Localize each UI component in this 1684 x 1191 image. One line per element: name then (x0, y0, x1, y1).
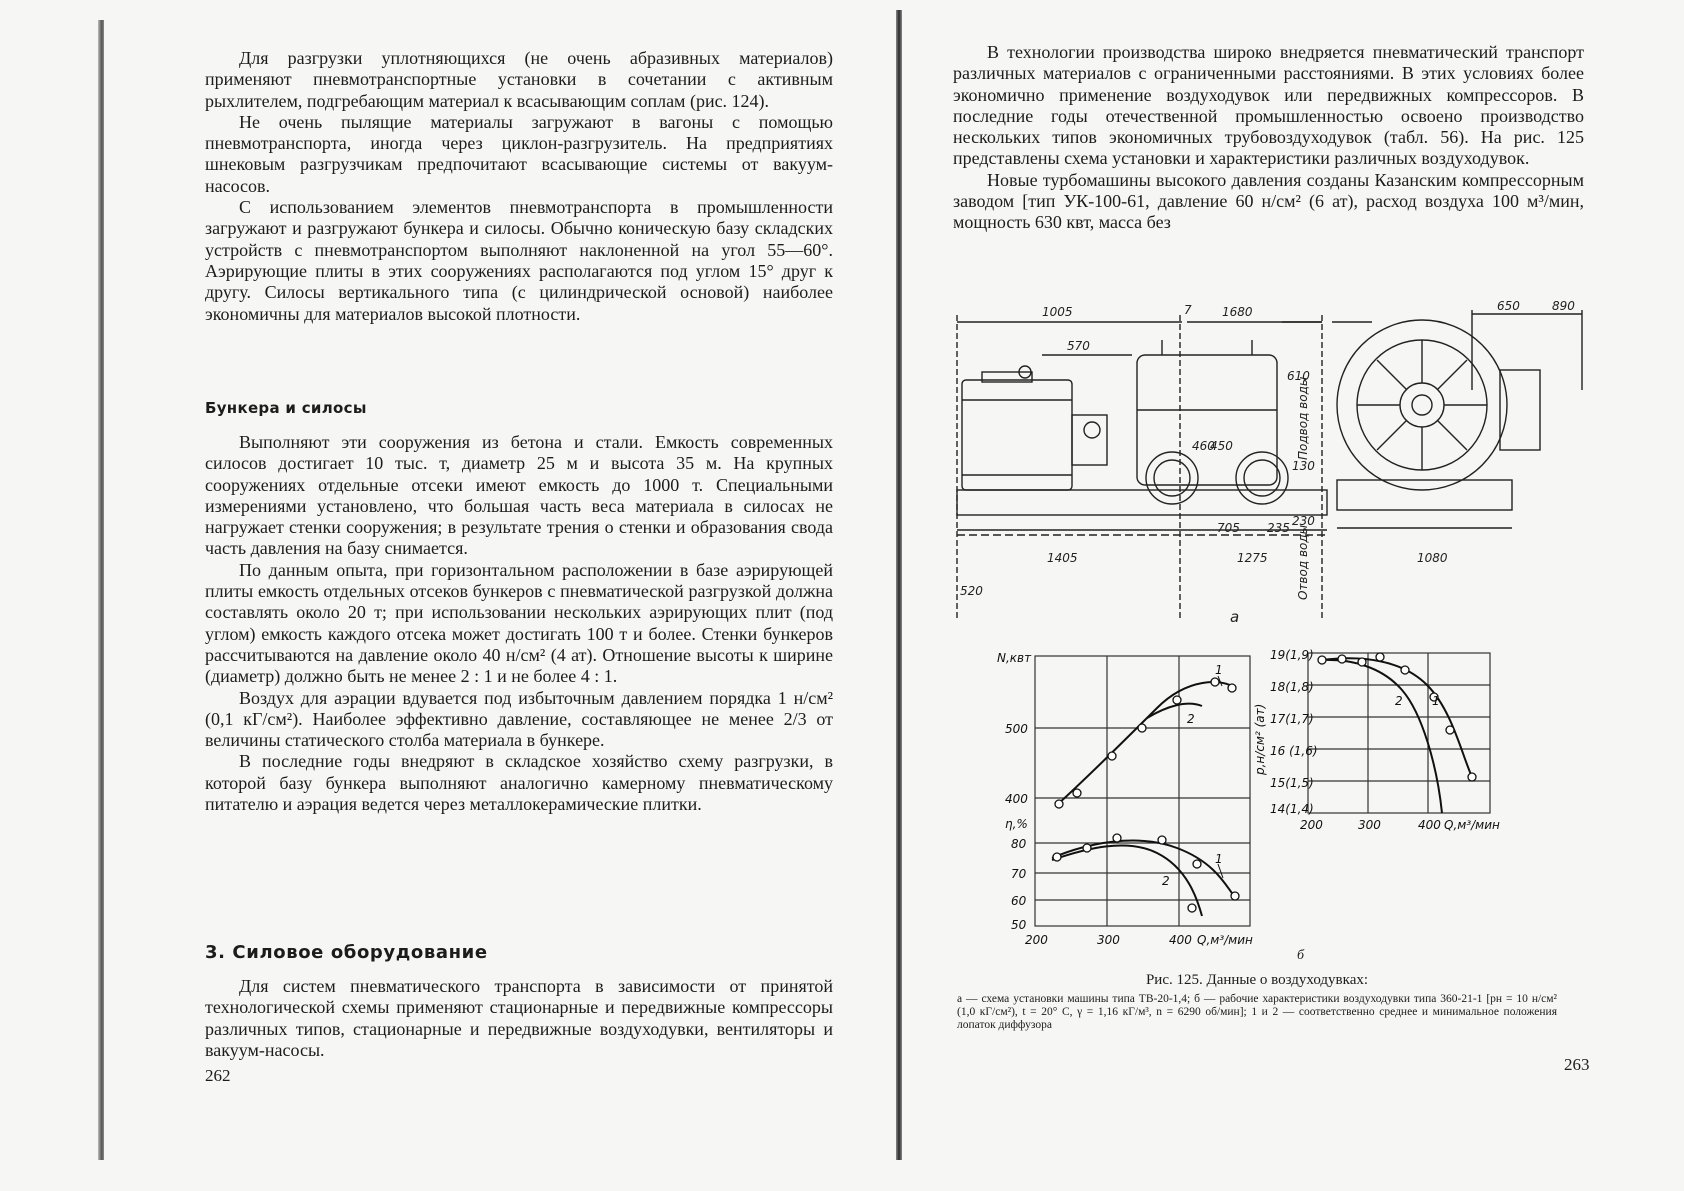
axis-label: N,квт (997, 651, 1032, 665)
axis-label: Q,м³/мин (1444, 818, 1500, 832)
chart-frame (1035, 656, 1250, 926)
dimension-label: 1080 (1417, 551, 1448, 565)
curve-label: 1 (1215, 852, 1223, 866)
page-number: 263 (1564, 1055, 1590, 1074)
tick-label: 400 (1418, 818, 1441, 832)
tick-label: 18(1,8) (1270, 680, 1314, 694)
data-point (1193, 860, 1201, 868)
dimension-label: 1005 (1042, 305, 1073, 319)
page-number: 262 (205, 1066, 231, 1085)
tick-label: 19(1,9) (1270, 648, 1314, 662)
tick-label: 14(1,4) (1270, 802, 1314, 816)
paragraph: Для систем пневматического транспорта в зависимости от принятой технологической схемы применяют стационарные и передвижные компрессоры различных типов, стационарные и передвижные воздуходувки, вентиляторы и вакуум-насосы. (205, 976, 833, 1060)
data-point (1053, 853, 1061, 861)
dimension-label: 705 (1217, 521, 1240, 535)
dimension-label: 130 (1292, 459, 1315, 473)
tick-label: 80 (1011, 837, 1027, 851)
figure-sublabel-b: б (1297, 948, 1305, 963)
dimension-label: 7 (1184, 303, 1192, 317)
data-point (1318, 656, 1326, 664)
dimension-label: 450 (1210, 439, 1233, 453)
data-point (1376, 653, 1384, 661)
data-point (1108, 752, 1116, 760)
tick-label: 200 (1025, 933, 1048, 947)
dimension-label: 610 (1287, 369, 1310, 383)
tick-label: 400 (1169, 933, 1192, 947)
book-spine (896, 10, 902, 1160)
pressure-curve-1 (1322, 658, 1472, 777)
curve-label: 2 (1162, 874, 1170, 888)
left-text-block-2 (205, 432, 833, 815)
dimension-label: 890 (1552, 300, 1575, 313)
paragraph: По данным опыта, при горизонтальном расположении в базе аэрирующей плиты емкость отдельных отсеков бункеров с пневматической разгрузкой должна составлять около 20 т; при использовании нескольких аэрирующих плит (под углом) емкость каждого отсека может достигать 100 т и более. Стенки бункеров рассчитываются на давление около 40 н/см² (4 ат). Отношение высоты к ширине (диаметр) должно быть не менее 2 : 1 и не более 4 : 1. (205, 559, 833, 687)
dimension-label: 230 (1292, 514, 1315, 528)
section-heading: Бункера и силосы (205, 399, 367, 417)
data-point (1231, 892, 1239, 900)
tick-label: 300 (1358, 818, 1381, 832)
data-point (1173, 696, 1181, 704)
chart-frame (1308, 653, 1490, 813)
data-point (1188, 904, 1196, 912)
dimension-label: 520 (960, 584, 983, 598)
blower-installation-drawing (952, 300, 1592, 630)
data-point (1158, 836, 1166, 844)
data-point (1211, 678, 1219, 686)
curve-label: 2 (1395, 694, 1403, 708)
axis-label: Q,м³/мин (1197, 933, 1253, 947)
data-point (1446, 726, 1454, 734)
tick-label: 16 (1,6) (1270, 744, 1318, 758)
vertical-label: Подвод воды (1296, 376, 1310, 460)
curve-label: 1 (1432, 694, 1440, 708)
dimension-label: 460 (1192, 439, 1215, 453)
outlet-pipe (1500, 370, 1540, 450)
dimension-label: 1680 (1222, 305, 1253, 319)
paragraph: Не очень пылящие материалы загружают в вагоны с помощью пневмотранспорта, иногда через циклон-разгрузитель. На предприятиях шнековым разгрузчикам предпочитают всасывающие системы от вакуум-насосов. (205, 111, 833, 196)
curve-label: 2 (1187, 712, 1195, 726)
left-page-edge-shadow (98, 20, 104, 1160)
data-point (1358, 658, 1366, 666)
data-point (1113, 834, 1121, 842)
axis-label: η,% (1005, 817, 1028, 831)
tick-label: 300 (1097, 933, 1120, 947)
paragraph: В технологии производства широко внедряется пневматический транспорт различных материалов с ограниченными расстояниями. В этих условиях более экономично применение воздуходувок или передвижных компрессоров. В последние годы отечественной промышленностью освоено производство нескольких типов экономичных трубовоздуходувок (табл. 56). На рис. 125 представлены схема установки и характеристики различных воздуходувок. (953, 42, 1584, 169)
dimension-label: 570 (1067, 339, 1090, 353)
tick-label: 70 (1011, 867, 1027, 881)
data-point (1468, 773, 1476, 781)
tick-label: 50 (1011, 918, 1027, 932)
vertical-label: Отвод воды (1296, 524, 1310, 600)
data-point (1338, 655, 1346, 663)
data-point (1083, 844, 1091, 852)
paragraph: Воздух для аэрации вдувается под избыточным давлением порядка 1 н/см² (0,1 кГ/см²). Наиболее эффективно давление, составляющее не менее 2/3 от величины статического столба материала в бункере. (205, 687, 833, 751)
tick-label: 400 (1005, 792, 1028, 806)
chapter-heading: 3. Силовое оборудование (205, 942, 488, 963)
paragraph: Новые турбомашины высокого давления созданы Казанским компрессорным заводом [тип УК-100-61, давление 60 н/см² (6 ат), расход воздуха 100 м³/мин, мощность 630 квт, масса без (953, 169, 1584, 233)
figure-sublabel-a: а (1230, 608, 1240, 626)
left-text-block-3 (205, 976, 833, 1061)
curve-label: 1 (1215, 663, 1223, 677)
right-text-block (953, 42, 1584, 234)
tick-label: 60 (1011, 894, 1027, 908)
axis-label: p,н/см² (ат) (1253, 703, 1267, 775)
caption-text: а — схема установки машины типа ТВ-20-1,4; б — рабочие характеристики воздуходувки типа 360-21-1 [pн = 10 н/см² (1,0 кГ/см²), t = 20° С, γ = 1,16 кГ/м³, n = 6290 об/мин]; 1 и 2 — соответственно среднее и минимальное положения лопаток диффузора (957, 993, 1557, 1031)
paragraph: Выполняют эти сооружения из бетона и стали. Емкость современных силосов достигает 10 тыс. т, диаметр 25 м и высота 35 м. На крупных сооружениях отдельные отсеки имеют емкость до 1000 т. Специальными измерениями установлено, что большая часть веса материала в силосах не нагружает стенки сооружения; в результате трения о стенки и образования свода часть давления на базу снимается. (205, 432, 833, 559)
data-point (1055, 800, 1063, 808)
dimension-label: 1275 (1237, 551, 1268, 565)
paragraph: В последние годы внедряют в складское хозяйство схему разгрузки, в которой базу бункера выполняют аналогично камерному пневматическому питателю и аэрация ведется через металлокерамические плитки. (205, 751, 833, 815)
power-efficiency-chart (997, 648, 1267, 950)
paragraph: Для разгрузки уплотняющихся (не очень абразивных материалов) применяют пневмотранспортные установки в сочетании с активным рыхлителем, подгребающим материал к всасывающим соплам (рис. 124). (205, 48, 833, 111)
dimension-label: 650 (1497, 300, 1520, 313)
pressure-chart (1252, 645, 1502, 835)
dimension-label: 1405 (1047, 551, 1078, 565)
data-point (1073, 789, 1081, 797)
data-point (1228, 684, 1236, 692)
left-text-block-1 (205, 48, 833, 325)
caption-title: Рис. 125. Данные о воздуходувках: (1145, 972, 1369, 988)
power-curve-1 (1057, 682, 1235, 805)
motor-body (962, 380, 1072, 490)
paragraph: С использованием элементов пневмотранспорта в промышленности загружают и разгружают бункера и силосы. Обычно коническую базу складских устройств с пневмотранспортом выполняют наклоненной на угол 55—60°. Аэрирующие плиты в этих сооружениях располагаются под углом 15° друг к другу. Силосы вертикального типа (с цилиндрической основой) наиболее экономичны для материалов высокой плотности. (205, 197, 833, 324)
tick-label: 15(1,5) (1270, 776, 1314, 790)
figure-caption (957, 972, 1557, 1032)
tick-label: 200 (1300, 818, 1323, 832)
data-point (1401, 666, 1409, 674)
blower-housing (1137, 355, 1277, 485)
efficiency-curve-1 (1052, 841, 1237, 900)
data-point (1138, 724, 1146, 732)
dimension-label: 235 (1267, 521, 1290, 535)
tick-label: 500 (1005, 722, 1028, 736)
tick-label: 17(1,7) (1270, 712, 1314, 726)
front-base (1337, 480, 1512, 510)
